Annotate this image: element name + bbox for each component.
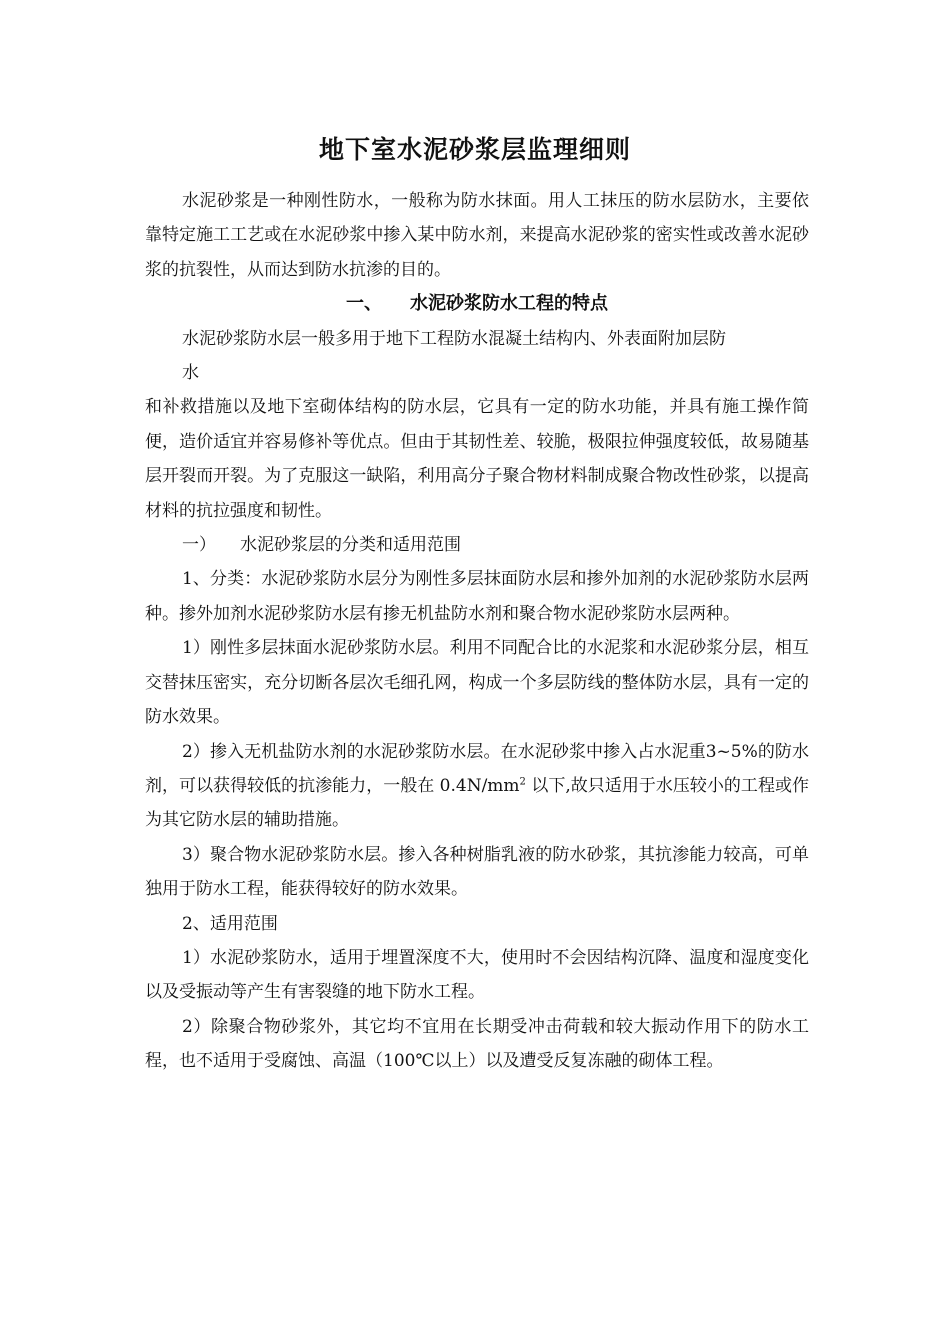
list-item-rigid: 1）刚性多层抹面水泥砂浆防水层。利用不同配合比的水泥浆和水泥砂浆分层，相互交替抹压密实，充分切断各层次毛细孔网，构成一个多层防线的整体防水层，具有一定的防水效果。 [145, 638, 809, 728]
subsection-heading [145, 528, 809, 562]
scope-item-2: 2）除聚合物砂浆外，其它均不宜用在长期受冲击荷载和较大振动作用下的防水工程，也不适用于受腐蚀、高温（100℃以上）以及遭受反复冻融的砌体工程。 [145, 1016, 809, 1072]
list-item-inorganic-text: 2）掺入无机盐防水剂的水泥砂浆防水层。在水泥砂浆中掺入占水泥重3~5%的防水剂，可以获得较低的抗渗能力，一般在 0.4N/mm [145, 741, 809, 796]
section-title: 水泥砂浆防水工程的特点 [410, 293, 608, 315]
subsection-title: 水泥砂浆层的分类和适用范围 [240, 535, 461, 556]
list-item-polymer: 3）聚合物水泥砂浆防水层。掺入各种树脂乳液的防水砂浆，其抗渗能力较高，可单独用于防水工程，能获得较好的防水效果。 [145, 844, 809, 900]
subsection-number: 一） [182, 535, 216, 556]
section-number: 一、 [346, 293, 382, 315]
section-heading [145, 287, 809, 321]
scope-heading: 2、适用范围 [182, 913, 278, 934]
superscript: 2 [519, 776, 526, 788]
intro-paragraph: 水泥砂浆是一种刚性防水，一般称为防水抹面。用人工抹压的防水层防水，主要依靠特定施工工艺或在水泥砂浆中掺入某中防水剂，来提高水泥砂浆的密实性或改善水泥砂浆的抗裂性，从而达到防水抗渗的目的。 [145, 191, 809, 280]
section-paragraph-rest: 和补救措施以及地下室砌体结构的防水层，它具有一定的防水功能，并具有施工操作简便，造价适宜并容易修补等优点。但由于其韧性差、较脆，极限拉伸强度较低，故易随基层开裂而开裂。为了克服这一缺陷，利用高分子聚合物材料制成聚合物改性砂浆，以提高材料的抗拉强度和韧性。 [145, 397, 809, 521]
document-body [145, 184, 809, 1079]
section-paragraph-line1: 水泥砂浆防水层一般多用于地下工程防水混凝土结构内、外表面附加层防 [182, 328, 726, 349]
scope-item-1: 1）水泥砂浆防水，适用于埋置深度不大，使用时不会因结构沉降、温度和湿度变化以及受振动等产生有害裂缝的地下防水工程。 [145, 947, 809, 1003]
classification-paragraph: 1、分类：水泥砂浆防水层分为刚性多层抹面防水层和掺外加剂的水泥砂浆防水层两种。掺外加剂水泥砂浆防水层有掺无机盐防水剂和聚合物水泥砂浆防水层两种。 [145, 569, 809, 624]
list-item-inorganic-text-end: 以下,故只适用于水压较小的工程或作为其它防水层的辅助措施。 [145, 775, 809, 831]
document-title: 地下室水泥砂浆层监理细则 [318, 135, 631, 164]
list-item-inorganic [145, 735, 809, 838]
section-paragraph-line2: 水 [182, 363, 199, 384]
